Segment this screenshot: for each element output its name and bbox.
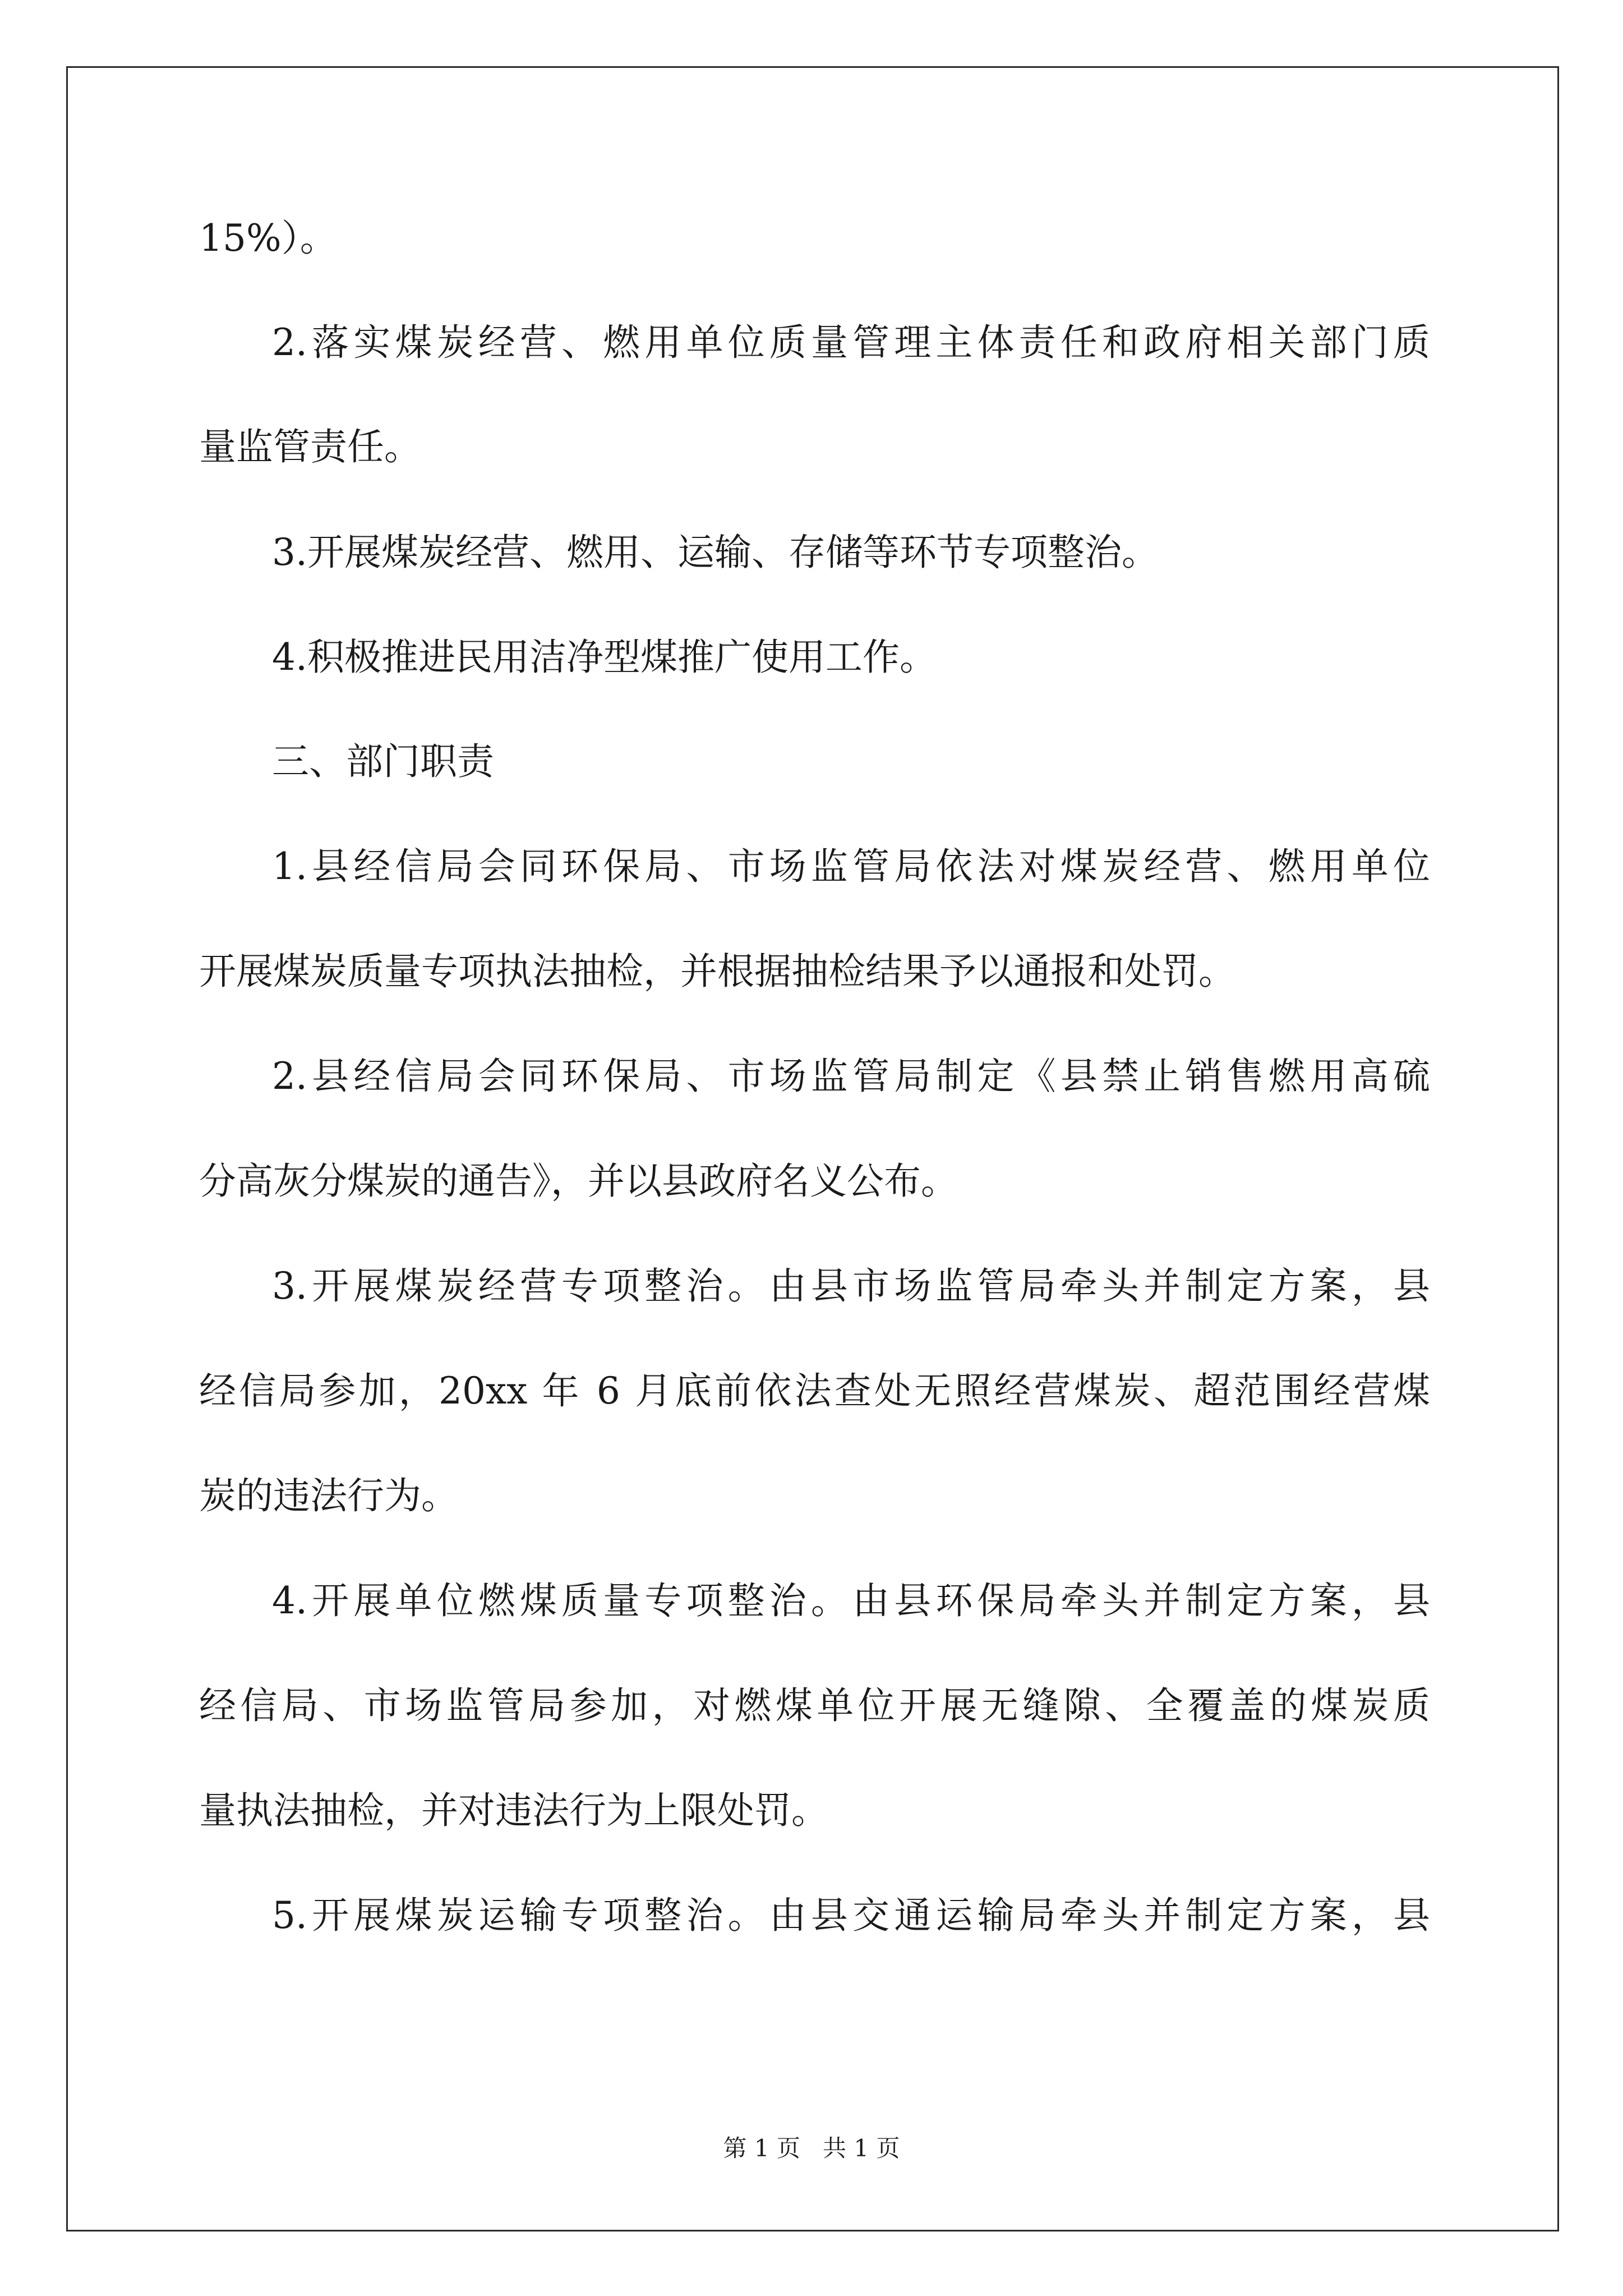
text-line: 2.落实煤炭经营、燃用单位质量管理主体责任和政府相关部门质 [272, 321, 1430, 364]
text-line: 开展煤炭质量专项执法抽检，并根据抽检结果予以通报和处罚。 [199, 950, 1235, 993]
text-line: 15%）。 [199, 217, 337, 260]
text-line: 3.开展煤炭经营、燃用、运输、存储等环节专项整治。 [272, 531, 1159, 574]
text-line: 经信局、市场监管局参加，对燃煤单位开展无缝隙、全覆盖的煤炭质 [199, 1684, 1430, 1727]
text-line: 量执法抽检，并对违法行为上限处罚。 [199, 1789, 828, 1832]
text-line: 经信局参加，20xx 年 6 月底前依法查处无照经营煤炭、超范围经营煤 [199, 1369, 1430, 1412]
section-heading: 三、部门职责 [272, 740, 494, 783]
text-line: 3.开展煤炭经营专项整治。由县市场监管局牵头并制定方案，县 [272, 1264, 1430, 1308]
text-line: 2.县经信局会同环保局、市场监管局制定《县禁止销售燃用高硫 [272, 1055, 1430, 1098]
text-line: 1.县经信局会同环保局、市场监管局依法对煤炭经营、燃用单位 [272, 845, 1430, 888]
text-line: 量监管责任。 [199, 425, 421, 468]
text-line: 4.积极推进民用洁净型煤推广使用工作。 [272, 636, 937, 679]
text-line: 分高灰分煤炭的通告》，并以县政府名义公布。 [199, 1159, 958, 1203]
text-line: 5.开展煤炭运输专项整治。由县交通运输局牵头并制定方案，县 [272, 1894, 1430, 1937]
text-line: 炭的违法行为。 [199, 1474, 458, 1517]
page-number-footer: 第 1 页 共 1 页 [723, 2134, 900, 2162]
text-line: 4.开展单位燃煤质量专项整治。由县环保局牵头并制定方案，县 [272, 1579, 1430, 1622]
